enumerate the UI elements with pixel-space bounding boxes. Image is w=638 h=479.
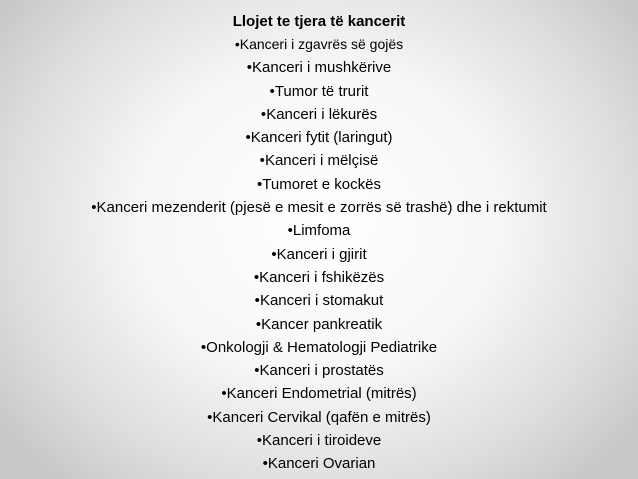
bullet-icon: •	[254, 292, 260, 310]
bullet-icon: •	[262, 455, 268, 473]
list-item	[0, 243, 638, 266]
bullet-icon: •	[234, 36, 240, 52]
list-item-label: Kanceri i tiroideve	[262, 432, 382, 450]
list-item-label: Kanceri i mushkërive	[252, 59, 392, 77]
slide-content	[0, 10, 638, 476]
list-item	[0, 406, 638, 429]
list-item-label: Limfoma	[292, 222, 351, 240]
list-item-label: Tumoret e kockës	[262, 175, 381, 193]
list-item-label: Kanceri i lëkurës	[266, 105, 378, 123]
list-item-label: Tumor të trurit	[274, 82, 369, 100]
list-item	[0, 80, 638, 103]
list-item-label: Kanceri i fshikëzës	[259, 268, 385, 286]
cancer-types-list	[0, 33, 638, 476]
bullet-icon: •	[255, 315, 262, 333]
list-item	[0, 173, 638, 196]
bullet-icon: •	[259, 152, 265, 170]
list-item-label: Kanceri i prostatës	[259, 362, 384, 380]
bullet-icon: •	[245, 129, 251, 147]
bullet-icon: •	[271, 245, 277, 263]
list-item	[0, 429, 638, 452]
list-item-label: Kanceri Ovarian	[267, 455, 376, 473]
bullet-icon: •	[253, 268, 260, 286]
list-item	[0, 33, 638, 56]
bullet-icon: •	[207, 408, 213, 426]
list-item	[0, 313, 638, 336]
list-item-label: Kanceri Endometrial (mitrës)	[226, 385, 417, 403]
list-item	[0, 289, 638, 312]
list-item-label: Kanceri i gjirit	[276, 245, 367, 263]
list-item	[0, 149, 638, 172]
list-item	[0, 196, 638, 219]
bullet-icon: •	[246, 59, 253, 77]
list-item-label: Kancer pankreatik	[261, 315, 383, 333]
list-item-label: Kanceri fytit (laringut)	[250, 129, 393, 147]
list-item	[0, 452, 638, 475]
list-item-label: Kanceri i mëlçisë	[264, 152, 379, 170]
bullet-icon: •	[91, 199, 97, 217]
bullet-icon: •	[257, 175, 263, 193]
list-item	[0, 126, 638, 149]
list-item	[0, 382, 638, 405]
list-item	[0, 336, 638, 359]
bullet-icon: •	[254, 362, 260, 380]
slide-title: Llojet te tjera të kancerit	[232, 13, 406, 30]
list-item-label: Kanceri mezenderit (pjesë e mesit e zorrës së trashë) dhe i rektumit	[96, 199, 547, 217]
bullet-icon: •	[287, 222, 293, 240]
list-item	[0, 56, 638, 79]
bullet-icon: •	[221, 385, 227, 403]
list-item	[0, 359, 638, 382]
list-item-label: Onkologji & Hematologji Pediatrike	[206, 338, 438, 356]
list-item-label: Kanceri Cervikal (qafën e mitrës)	[212, 408, 431, 426]
bullet-icon: •	[269, 82, 275, 100]
list-item-label: Kanceri i zgavrës së gojës	[239, 36, 404, 52]
bullet-icon: •	[200, 338, 207, 356]
bullet-icon: •	[256, 432, 263, 450]
list-item	[0, 103, 638, 126]
list-item	[0, 266, 638, 289]
list-item	[0, 219, 638, 242]
bullet-icon: •	[260, 105, 267, 123]
list-item-label: Kanceri i stomakut	[259, 292, 384, 310]
